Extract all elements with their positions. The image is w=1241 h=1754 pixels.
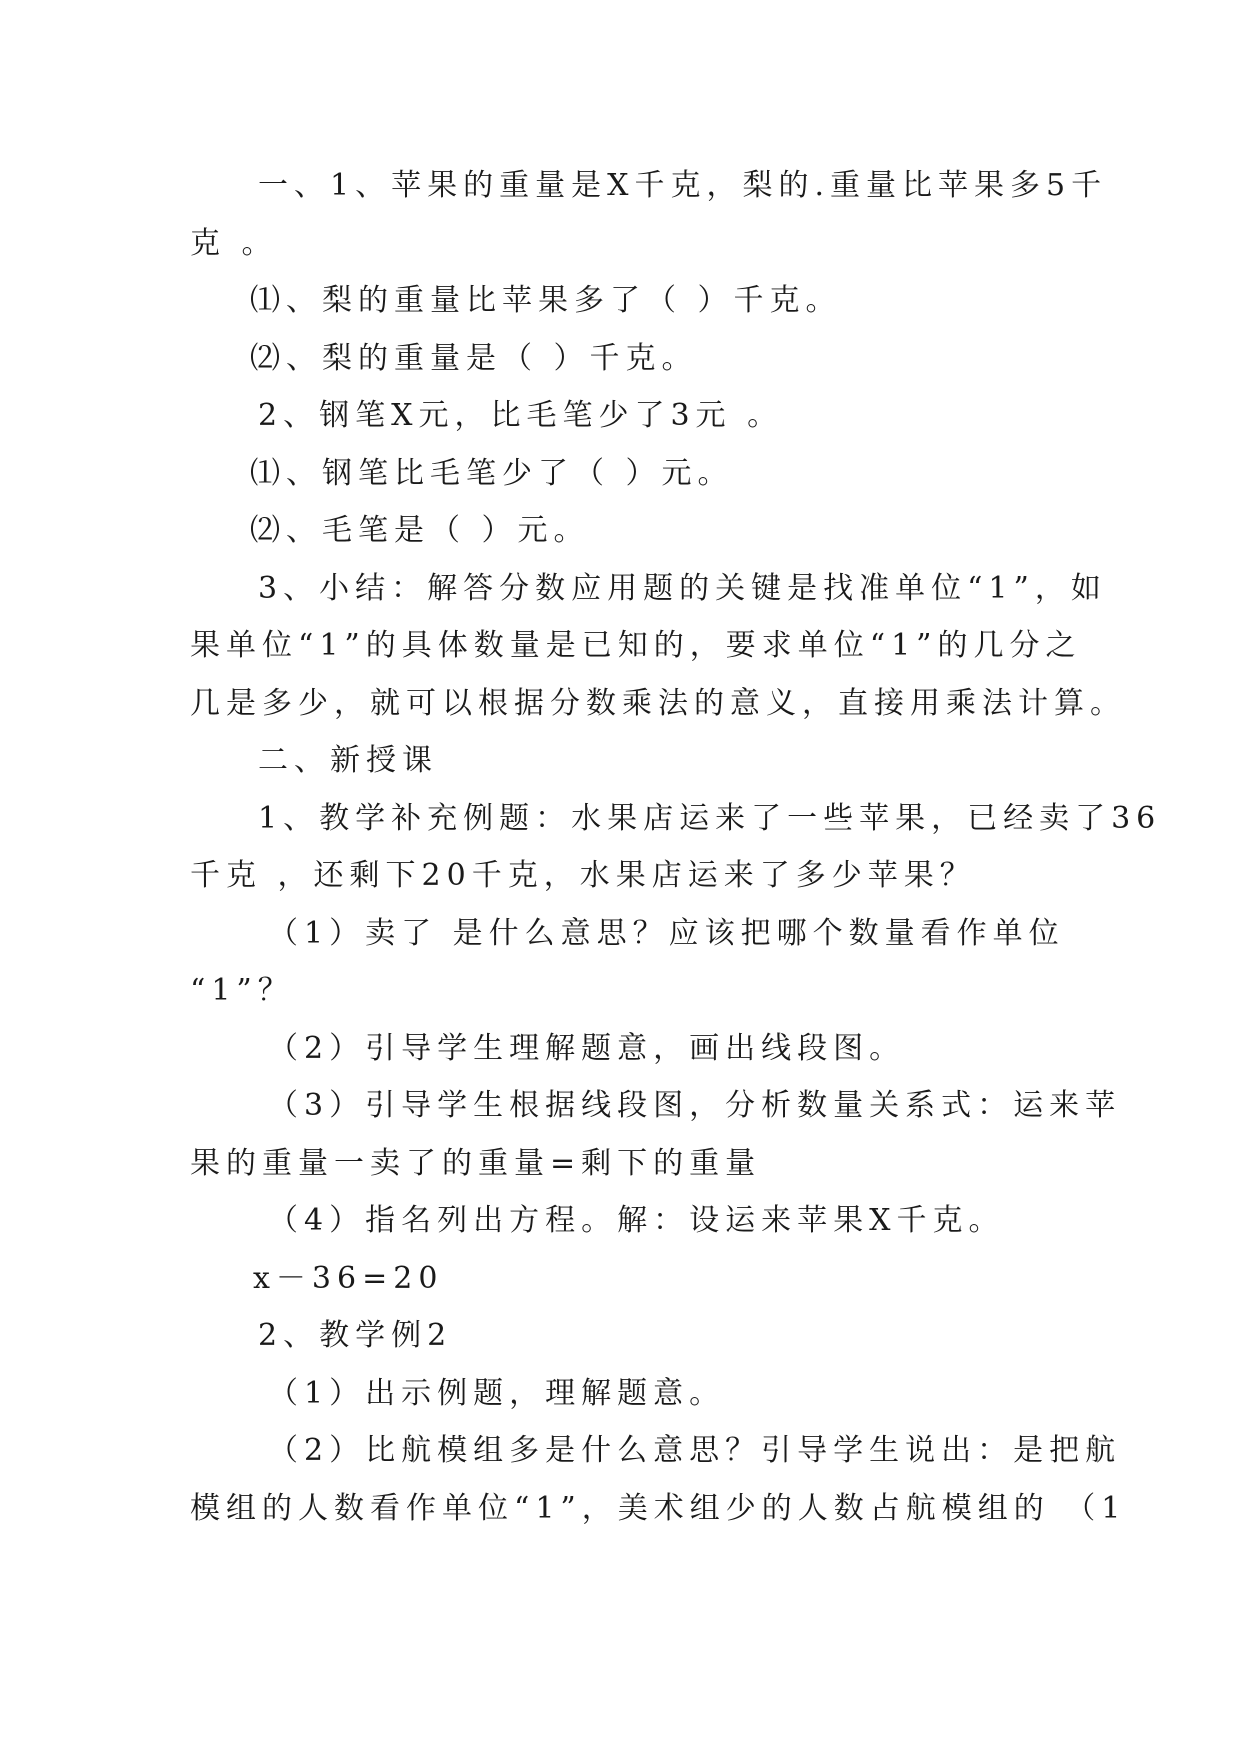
text-line: 千克 ，还剩下20千克，水果店运来了多少苹果？ (190, 858, 976, 893)
text-line: ⑵、毛笔是（ ）元。 (250, 513, 590, 548)
text-line: 果单位“1”的具体数量是已知的，要求单位“1”的几分之 (190, 628, 1082, 663)
text-line: 克 。 (190, 226, 278, 261)
text-line: （4）指名列出方程。解：设运来苹果X千克。 (268, 1203, 1005, 1238)
text-line: 2、教学例2 (258, 1318, 453, 1353)
text-line: （3）引导学生根据线段图，分析数量关系式：运来苹 (268, 1088, 1122, 1123)
text-line: ⑴、梨的重量比苹果多了（ ）千克。 (250, 283, 842, 318)
text-line: （2）引导学生理解题意，画出线段图。 (268, 1031, 906, 1066)
text-line: 一、1、苹果的重量是X千克，梨的.重量比苹果多5千 (258, 168, 1108, 203)
text-line: 果的重量一卖了的重量=剩下的重量 (190, 1146, 762, 1181)
text-line: 二、新授课 (258, 743, 438, 778)
text-line: （2）比航模组多是什么意思？引导学生说出：是把航 (268, 1433, 1122, 1468)
text-line: “1”？ (190, 973, 294, 1008)
text-line: 1、教学补充例题：水果店运来了一些苹果，已经卖了36 (258, 801, 1162, 836)
text-line: （1）卖了 是什么意思？应该把哪个数量看作单位 (268, 916, 1065, 951)
text-line: 2、钢笔X元，比毛笔少了3元 。 (258, 398, 784, 433)
text-line: ⑵、梨的重量是（ ）千克。 (250, 341, 698, 376)
text-line: 几是多少，就可以根据分数乘法的意义，直接用乘法计算。 (190, 686, 1126, 721)
text-line: （1）出示例题，理解题意。 (268, 1376, 726, 1411)
text-line: ⑴、钢笔比毛笔少了（ ）元。 (250, 456, 734, 491)
text-line: 3、小结：解答分数应用题的关键是找准单位“1”，如 (258, 571, 1107, 606)
text-line: x－36=20 (253, 1261, 444, 1296)
text-line: 模组的人数看作单位“1”，美术组少的人数占航模组的 （1 (190, 1491, 1127, 1526)
